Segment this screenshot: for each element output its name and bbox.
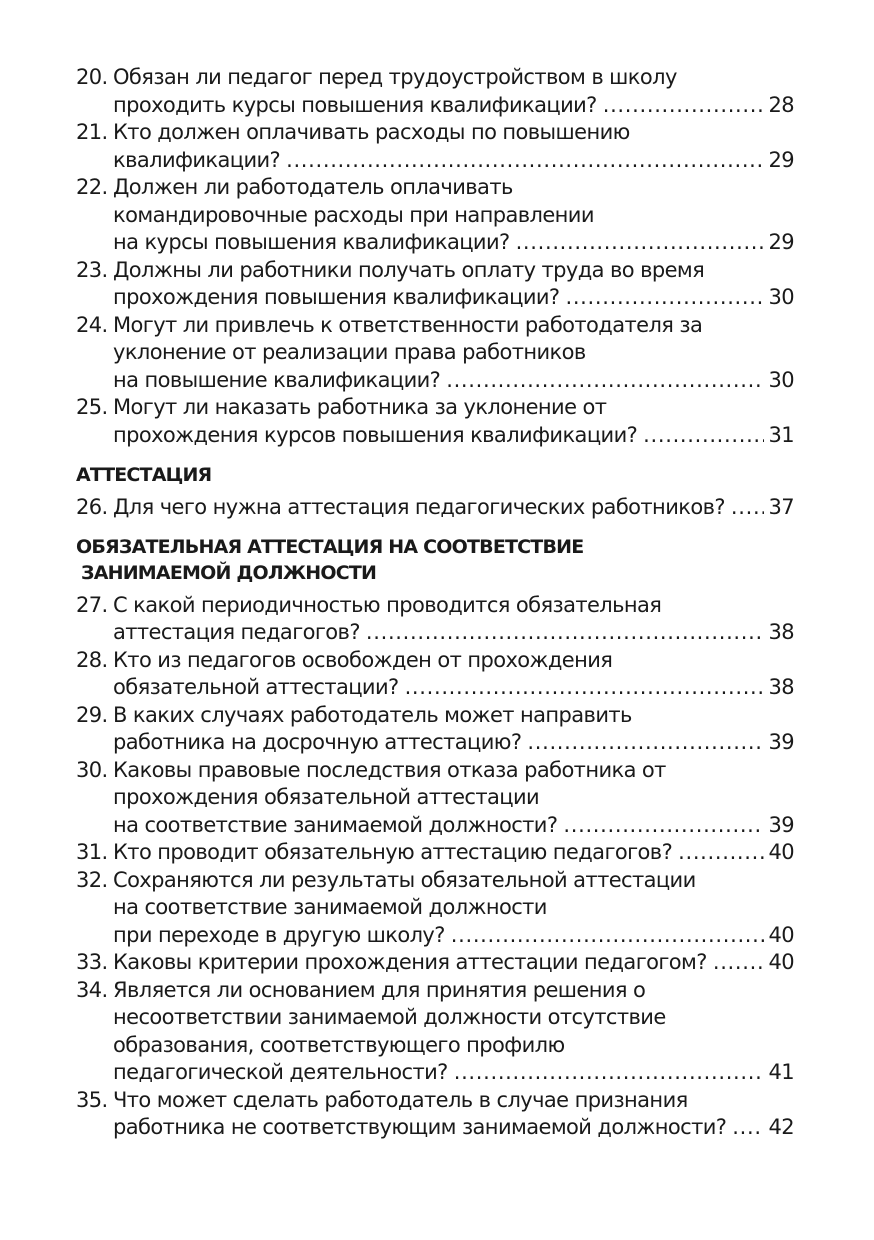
toc-entry-text: Сохраняются ли результаты обязательной аттестации xyxy=(113,867,696,892)
toc-entry-number: 29. xyxy=(76,702,108,727)
toc-entry-text: Могут ли привлечь к ответственности работодателя за xyxy=(113,312,703,337)
toc-entry-30[interactable] xyxy=(76,757,794,840)
toc-leader-dots xyxy=(713,949,765,977)
toc-entry-text: на повышение квалификации? xyxy=(113,367,441,392)
toc-entry-text: уклонение от реализации права работников xyxy=(113,340,586,364)
toc-leader-dots xyxy=(563,812,764,840)
toc-entry-text: Кто должен оплачивать расходы по повышению xyxy=(113,120,630,144)
toc-entry-25[interactable] xyxy=(76,394,794,449)
toc-entry-text: командировочные расходы при направлении xyxy=(113,202,594,227)
toc-entry-number: 33. xyxy=(76,950,108,974)
section-heading-text: АТТЕСТАЦИЯ xyxy=(76,464,212,486)
toc-page-number: 28 xyxy=(768,92,794,117)
toc-leader-dots xyxy=(527,729,764,757)
toc-entry-number: 21. xyxy=(76,120,108,144)
toc-entry-number: 20. xyxy=(76,65,108,89)
toc-entry-number: 22. xyxy=(76,175,108,199)
toc-leader-dots xyxy=(366,619,765,647)
toc-entry-text: С какой периодичностью проводится обязательная xyxy=(113,592,662,617)
section-heading-attestation xyxy=(76,462,794,488)
toc-leader-dots xyxy=(286,147,764,175)
toc-entry-text: образования, соответствующего профилю xyxy=(113,1032,565,1057)
toc-leader-dots xyxy=(516,229,765,257)
toc-entry-text: обязательной аттестации? xyxy=(113,675,399,699)
toc-entry-34[interactable] xyxy=(76,977,794,1087)
toc-page-number: 40 xyxy=(768,840,794,864)
toc-page-number: 42 xyxy=(768,1115,794,1139)
toc-entry-text: квалификации? xyxy=(113,147,281,172)
toc-page-number: 38 xyxy=(768,620,794,644)
toc-entry-text: Каковы критерии прохождения аттестации педагогом? xyxy=(113,950,707,974)
toc-page-number: 40 xyxy=(768,922,794,947)
toc-leader-dots xyxy=(451,922,765,950)
toc-entry-text: несоответствии занимаемой должности отсутствие xyxy=(113,1005,666,1029)
toc-entry-number: 28. xyxy=(76,647,108,672)
toc-entry-20[interactable] xyxy=(76,64,794,119)
toc-entry-number: 34. xyxy=(76,977,108,1002)
toc-entry-27[interactable] xyxy=(76,592,794,647)
toc-entry-text: прохождения курсов повышения квалификации? xyxy=(113,422,638,447)
toc-leader-dots xyxy=(565,284,764,312)
toc-entry-24[interactable] xyxy=(76,312,794,395)
toc-leader-dots xyxy=(603,92,765,120)
toc-leader-dots xyxy=(732,1114,764,1142)
toc-entry-number: 26. xyxy=(76,495,108,519)
toc-entry-text: Обязан ли педагог перед трудоустройством в школу xyxy=(113,65,677,89)
section-heading-text: ЗАНИМАЕМОЙ ДОЛЖНОСТИ xyxy=(81,561,377,584)
toc-entry-number: 35. xyxy=(76,1087,108,1112)
toc-entry-text: Для чего нужна аттестация педагогических работников? xyxy=(113,495,725,519)
toc-entry-text: на соответствие занимаемой должности xyxy=(113,895,547,919)
toc-page-number: 37 xyxy=(768,495,794,519)
toc-page-number: 29 xyxy=(768,147,794,172)
toc-page xyxy=(76,64,794,1142)
toc-entry-text: при переходе в другую школу? xyxy=(113,922,445,947)
toc-entry-22[interactable] xyxy=(76,174,794,257)
toc-entry-number: 27. xyxy=(76,592,108,617)
toc-page-number: 30 xyxy=(768,285,794,309)
toc-leader-dots xyxy=(678,839,764,867)
toc-entry-29[interactable] xyxy=(76,702,794,757)
toc-entry-26[interactable] xyxy=(76,494,794,522)
toc-entry-text: Кто проводит обязательную аттестацию педагогов? xyxy=(113,840,673,864)
toc-leader-dots xyxy=(405,674,765,702)
toc-page-number: 39 xyxy=(768,730,794,754)
toc-entry-number: 30. xyxy=(76,757,108,782)
toc-page-number: 29 xyxy=(768,230,794,254)
toc-entry-21[interactable] xyxy=(76,119,794,174)
toc-entry-text: Каковы правовые последствия отказа работника от xyxy=(113,757,666,782)
toc-group-attestation xyxy=(76,494,794,522)
toc-entry-28[interactable] xyxy=(76,647,794,702)
toc-entry-text: работника не соответствующим занимаемой должности? xyxy=(113,1115,727,1139)
section-heading-text: ОБЯЗАТЕЛЬНАЯ АТТЕСТАЦИЯ НА СООТВЕТСТВИЕ xyxy=(76,535,584,558)
toc-entry-text: на соответствие занимаемой должности? xyxy=(113,812,558,837)
toc-entry-text: прохождения обязательной аттестации xyxy=(113,785,540,809)
toc-entry-number: 23. xyxy=(76,257,108,282)
toc-entry-text: Должен ли работодатель оплачивать xyxy=(113,175,513,199)
toc-page-number: 40 xyxy=(768,950,794,974)
toc-entry-33[interactable] xyxy=(76,949,794,977)
toc-entry-text: аттестация педагогов? xyxy=(113,620,360,644)
toc-group-qualification xyxy=(76,64,794,449)
toc-entry-23[interactable] xyxy=(76,257,794,312)
toc-entry-32[interactable] xyxy=(76,867,794,950)
toc-entry-number: 24. xyxy=(76,312,108,337)
toc-entry-text: Должны ли работники получать оплату труда во время xyxy=(113,257,705,282)
toc-entry-text: проходить курсы повышения квалификации? xyxy=(113,92,597,117)
toc-leader-dots xyxy=(731,494,765,522)
toc-entry-31[interactable] xyxy=(76,839,794,867)
toc-page-number: 31 xyxy=(768,422,794,447)
toc-entry-text: прохождения повышения квалификации? xyxy=(113,285,560,309)
toc-entry-text: В каких случаях работодатель может направить xyxy=(113,702,632,727)
toc-leader-dots xyxy=(643,422,764,450)
section-heading-mandatory-attestation xyxy=(76,534,794,586)
toc-page-number: 41 xyxy=(768,1060,794,1084)
toc-entry-text: Является ли основанием для принятия решения о xyxy=(113,977,646,1002)
toc-leader-dots xyxy=(454,1059,765,1087)
toc-entry-text: Что может сделать работодатель в случае признания xyxy=(113,1087,688,1112)
toc-group-mandatory-attestation xyxy=(76,592,794,1142)
toc-leader-dots xyxy=(446,367,764,395)
toc-page-number: 39 xyxy=(768,812,794,837)
toc-entry-number: 31. xyxy=(76,840,108,864)
toc-entry-text: Могут ли наказать работника за уклонение от xyxy=(113,395,607,419)
toc-page-number: 38 xyxy=(768,675,794,699)
toc-page-number: 30 xyxy=(768,367,794,392)
toc-entry-text: педагогической деятельности? xyxy=(113,1060,448,1084)
toc-entry-text: на курсы повышения квалификации? xyxy=(113,230,510,254)
toc-entry-text: Кто из педагогов освобожден от прохождения xyxy=(113,647,613,672)
toc-entry-35[interactable] xyxy=(76,1087,794,1142)
toc-entry-text: работника на досрочную аттестацию? xyxy=(113,730,522,754)
toc-entry-number: 32. xyxy=(76,867,108,892)
toc-entry-number: 25. xyxy=(76,395,108,419)
